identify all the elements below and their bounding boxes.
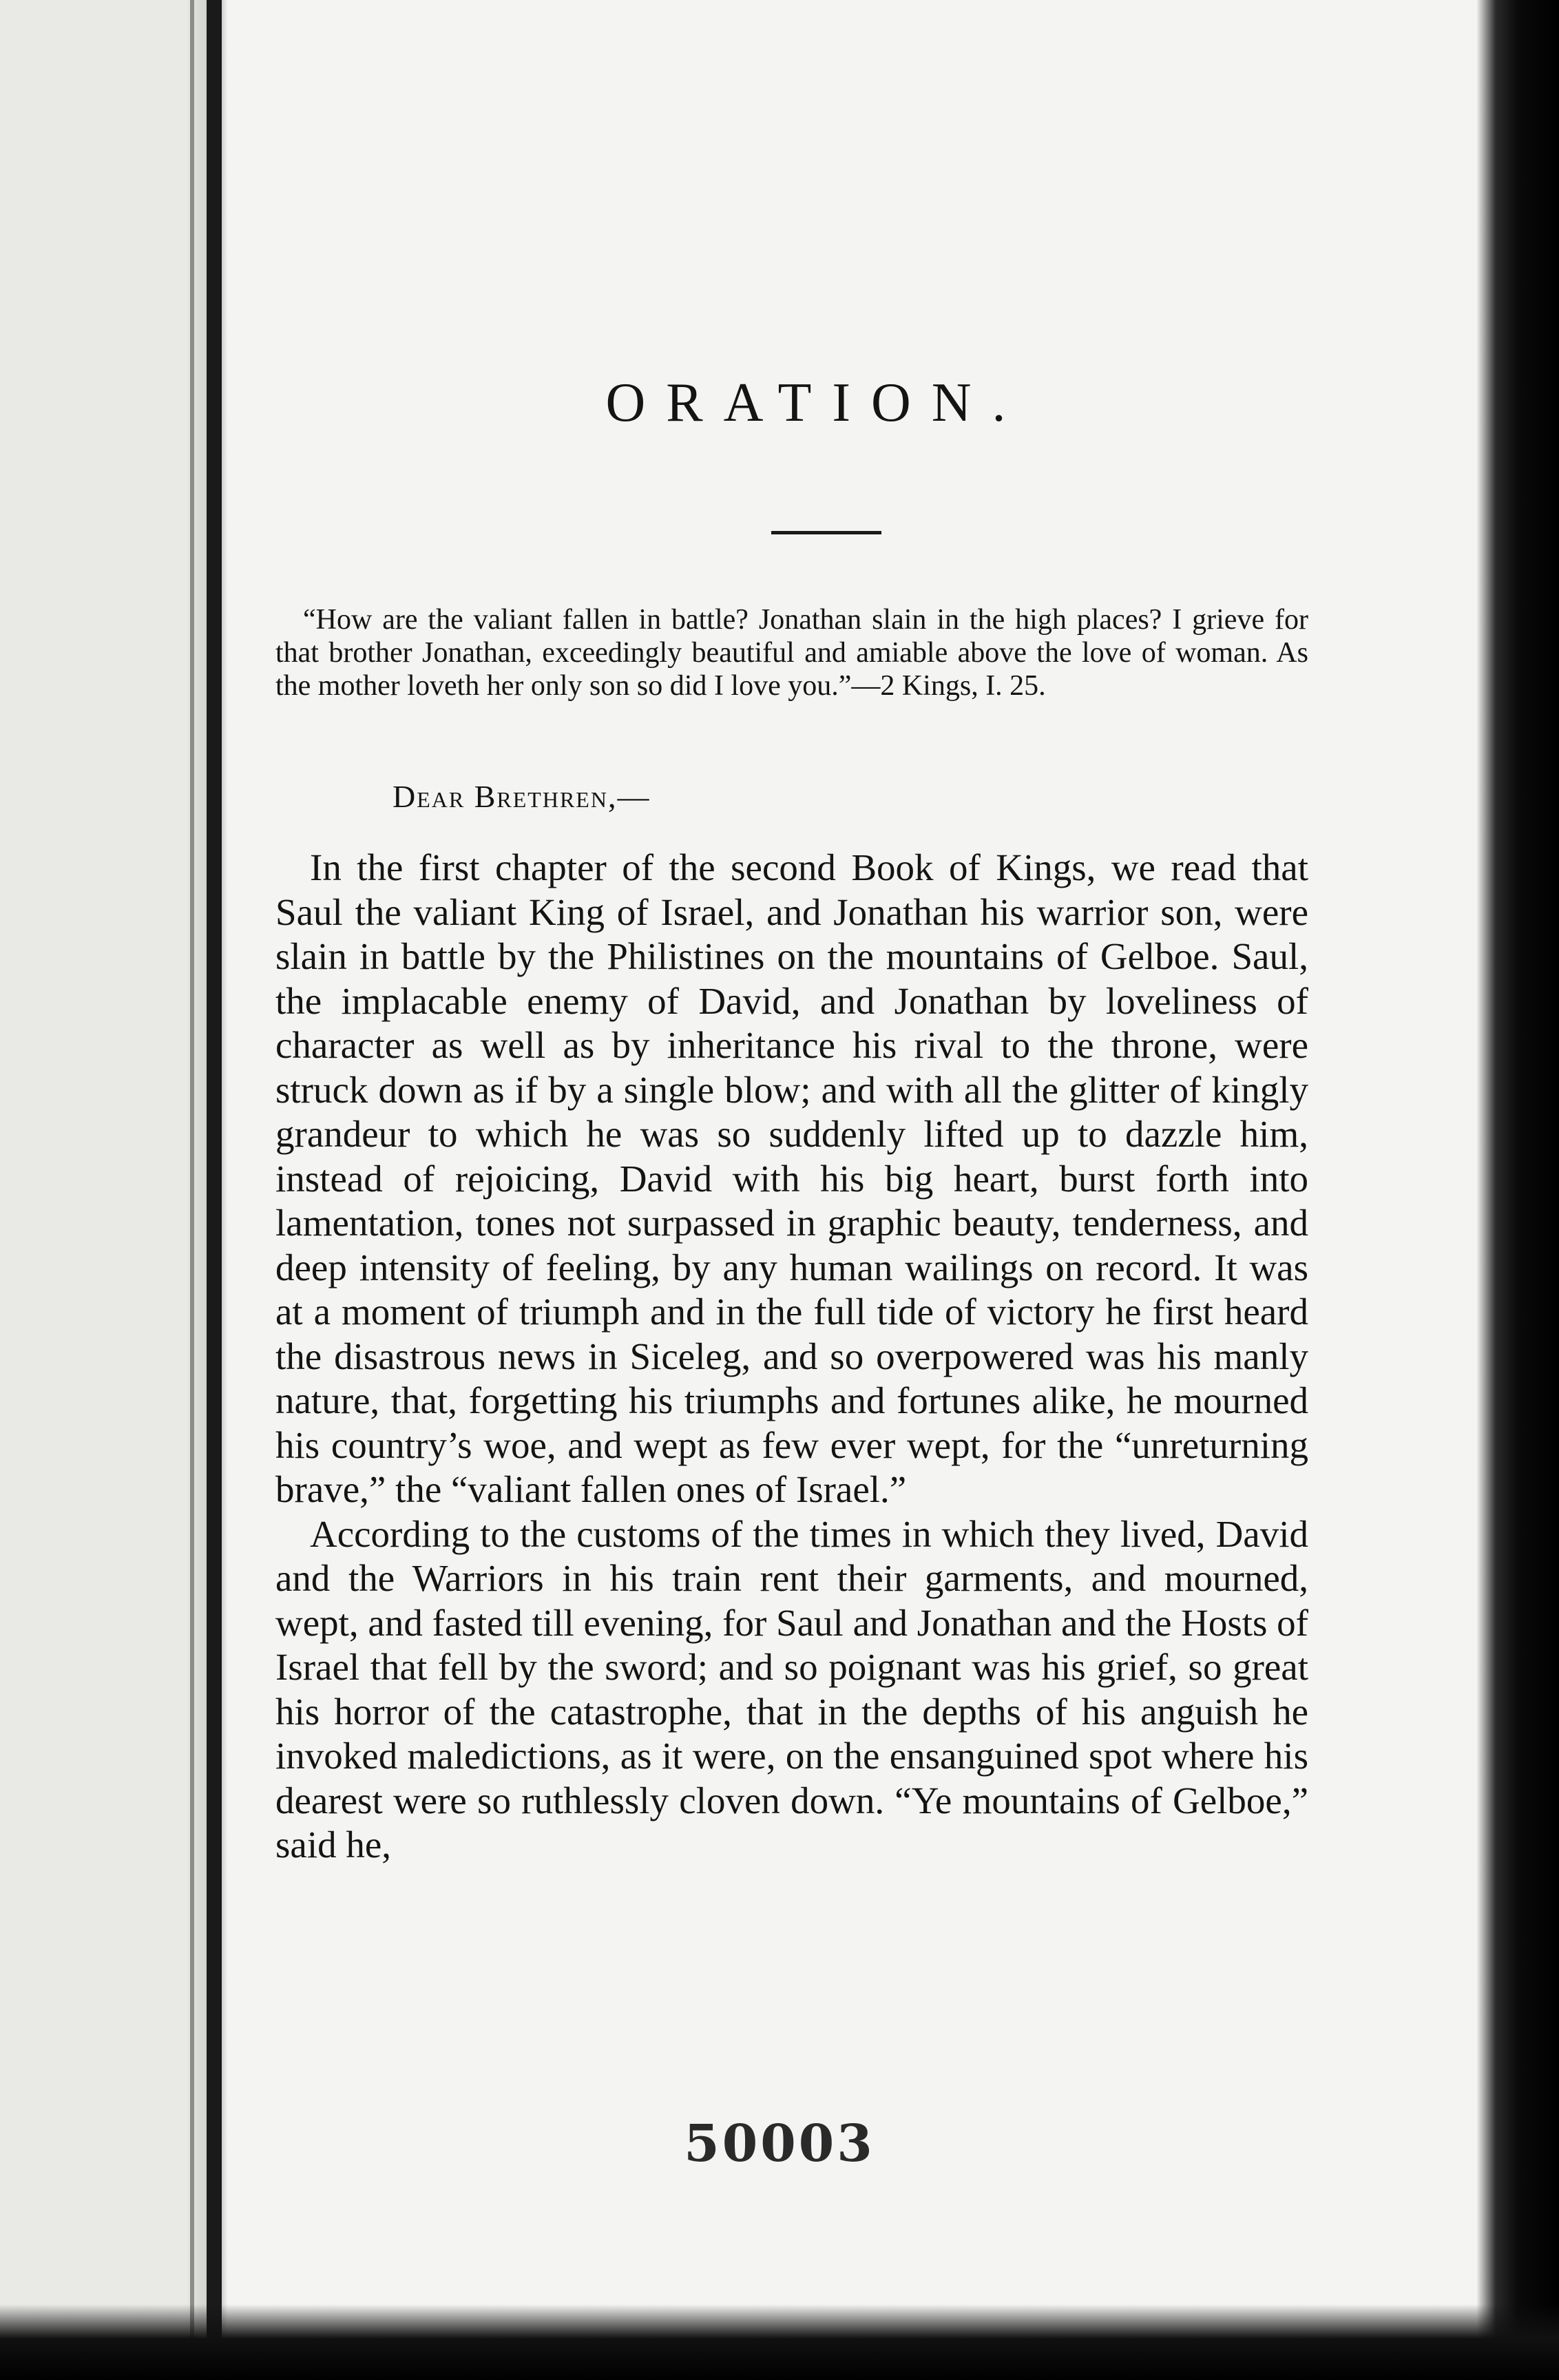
paragraph-2: According to the customs of the times in which they lived, David and the Warriors in his train rent their garments, and mourned, wept, and fasted till evening, for Saul and Jonathan and the Hosts of Israel that fell by the sword; and so poignant was his grief, so great his horror of the catastrophe, that in the depths of his anguish he invoked maledictions, as it were, on the ensanguined spot where his dearest were so ruthlessly cloven down. “Ye mountains of Gelboe,” said he, bbox=[275, 1512, 1308, 1866]
page-number: 50003 bbox=[684, 2114, 875, 2173]
binding-edge bbox=[207, 0, 222, 2380]
bottom-page-edge bbox=[0, 2304, 1559, 2380]
binding-shadow bbox=[190, 0, 194, 2380]
page-content bbox=[275, 372, 1308, 1868]
paragraph-1: In the first chapter of the second Book of Kings, we read that Saul the valiant King of Israel, and Jonathan his warrior son, were slain in battle by the Philistines on the mountains of Gelboe. Saul, the implacable enemy of David, and Jonathan by loveliness of character as well as by inheritance his rival to the throne, were struck down as if by a single blow; and with all the glitter of kingly grandeur to which he was so suddenly lifted up to dazzle him, instead of rejoicing, David with his big heart, burst forth into lamentation, tones not surpassed in graphic beauty, tenderness, and deep intensity of feeling, by any human wailings on record. It was at a moment of triumph and in the full tide of victory he first heard the disastrous news in Siceleg, and so overpowered was his manly nature, that, forgetting his triumphs and fortunes alike, he mourned his country’s woe, and wept as few ever wept, for the “unreturning brave,” the “valiant fallen ones of Israel.” bbox=[275, 846, 1308, 1510]
title-rule bbox=[771, 531, 881, 534]
right-page-edge bbox=[1476, 0, 1559, 2380]
salutation: Dear Brethren,— bbox=[393, 779, 651, 814]
epigraph: “How are the valiant fallen in battle? Jonathan slain in the high places? I grieve for that brother Jonathan, exceedingly beautiful and amiable above the love of woman. As the mother loveth her only son so did I love you.”—2 Kings, I. 25. bbox=[275, 604, 1308, 702]
page-title: ORATION. bbox=[605, 373, 1027, 433]
